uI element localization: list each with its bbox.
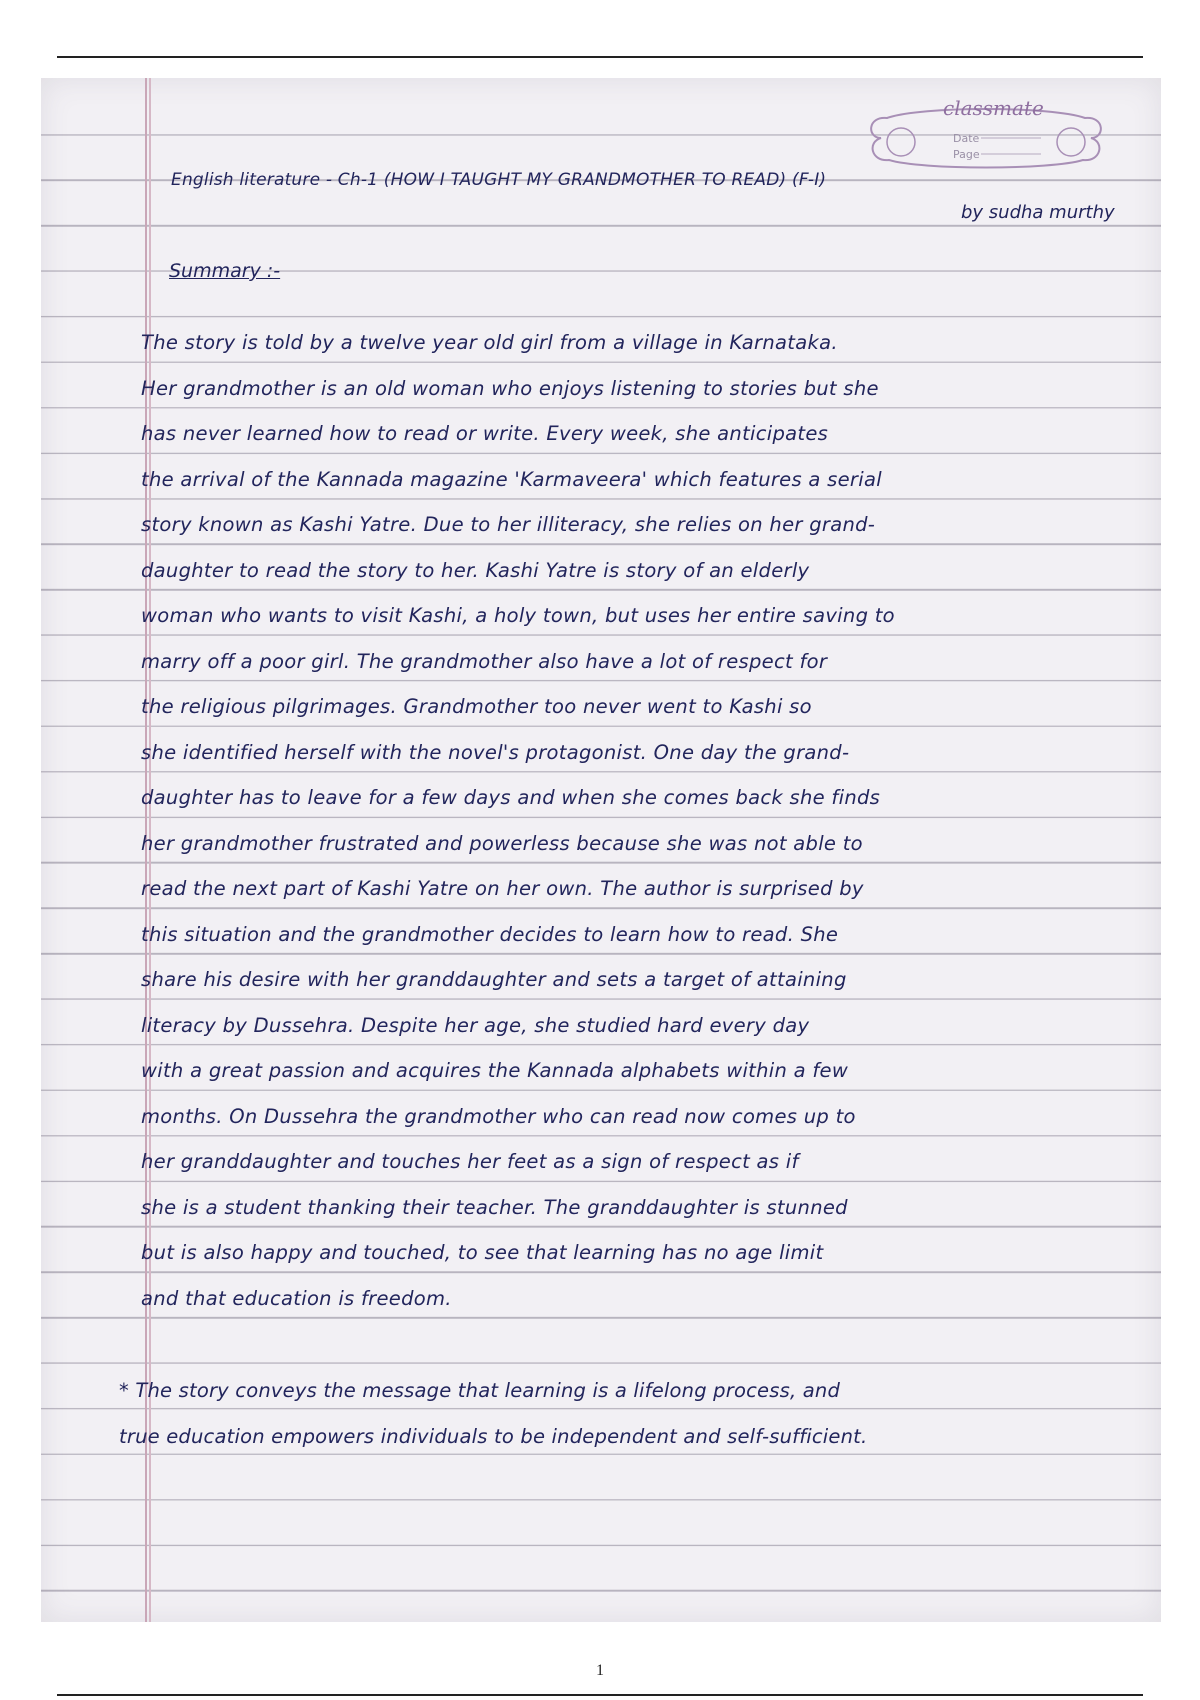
summary-line: this situation and the grandmother decides to learn how to read. She bbox=[141, 922, 839, 946]
brand-page-label: Page bbox=[953, 148, 980, 161]
notebook-brand-badge bbox=[861, 96, 1111, 171]
author-line: by sudha murthy bbox=[961, 202, 1115, 223]
summary-line: the arrival of the Kannada magazine 'Karmaveera' which features a serial bbox=[141, 467, 882, 491]
notebook-page-photo bbox=[41, 78, 1161, 1622]
summary-line: story known as Kashi Yatre. Due to her illiteracy, she relies on her grand- bbox=[141, 513, 876, 536]
summary-line: months. On Dussehra the grandmother who can read now comes up to bbox=[141, 1104, 856, 1128]
summary-line: The story is told by a twelve year old girl from a village in Karnataka. bbox=[141, 331, 838, 354]
summary-line: she identified herself with the novel's protagonist. One day the grand- bbox=[141, 740, 850, 764]
summary-line: with a great passion and acquires the Kannada alphabets within a few bbox=[141, 1059, 849, 1082]
summary-line: Her grandmother is an old woman who enjoys listening to stories but she bbox=[141, 376, 879, 400]
summary-line: woman who wants to visit Kashi, a holy town, but uses her entire saving to bbox=[141, 604, 895, 627]
page-number: 1 bbox=[596, 1662, 604, 1679]
summary-body bbox=[141, 320, 1141, 1321]
summary-line: daughter to read the story to her. Kashi Yatre is story of an elderly bbox=[141, 558, 810, 582]
summary-line: daughter has to leave for a few days and when she comes back she finds bbox=[141, 786, 881, 809]
conclusion-note bbox=[119, 1368, 1159, 1459]
summary-line: share his desire with her granddaughter and sets a target of attaining bbox=[141, 968, 847, 991]
summary-line: she is a student thanking their teacher. The granddaughter is stunned bbox=[141, 1195, 848, 1219]
summary-line: but is also happy and touched, to see that learning has no age limit bbox=[141, 1241, 824, 1264]
document-title: English literature - Ch-1 (HOW I TAUGHT MY GRANDMOTHER TO READ) (F-I) bbox=[171, 170, 827, 190]
summary-line: has never learned how to read or write. Every week, she anticipates bbox=[141, 422, 829, 445]
summary-line: marry off a poor girl. The grandmother also have a lot of respect for bbox=[141, 649, 828, 673]
summary-line: literacy by Dussehra. Despite her age, she studied hard every day bbox=[141, 1013, 810, 1037]
conclusion-line: true education empowers individuals to be independent and self-sufficient. bbox=[119, 1424, 868, 1448]
summary-heading: Summary :- bbox=[169, 260, 281, 282]
top-rule bbox=[57, 56, 1143, 58]
summary-line: the religious pilgrimages. Grandmother too never went to Kashi so bbox=[141, 695, 812, 718]
summary-line: read the next part of Kashi Yatre on her own. The author is surprised by bbox=[141, 877, 864, 900]
summary-line: and that education is freedom. bbox=[141, 1286, 452, 1310]
brand-name: classmate bbox=[943, 96, 1044, 120]
summary-line: her granddaughter and touches her feet as a sign of respect as if bbox=[141, 1150, 799, 1173]
summary-line: her grandmother frustrated and powerless because she was not able to bbox=[141, 831, 863, 855]
bottom-rule bbox=[57, 1694, 1143, 1696]
brand-date-label: Date bbox=[953, 132, 980, 145]
conclusion-line: * The story conveys the message that learning is a lifelong process, and bbox=[119, 1379, 841, 1402]
